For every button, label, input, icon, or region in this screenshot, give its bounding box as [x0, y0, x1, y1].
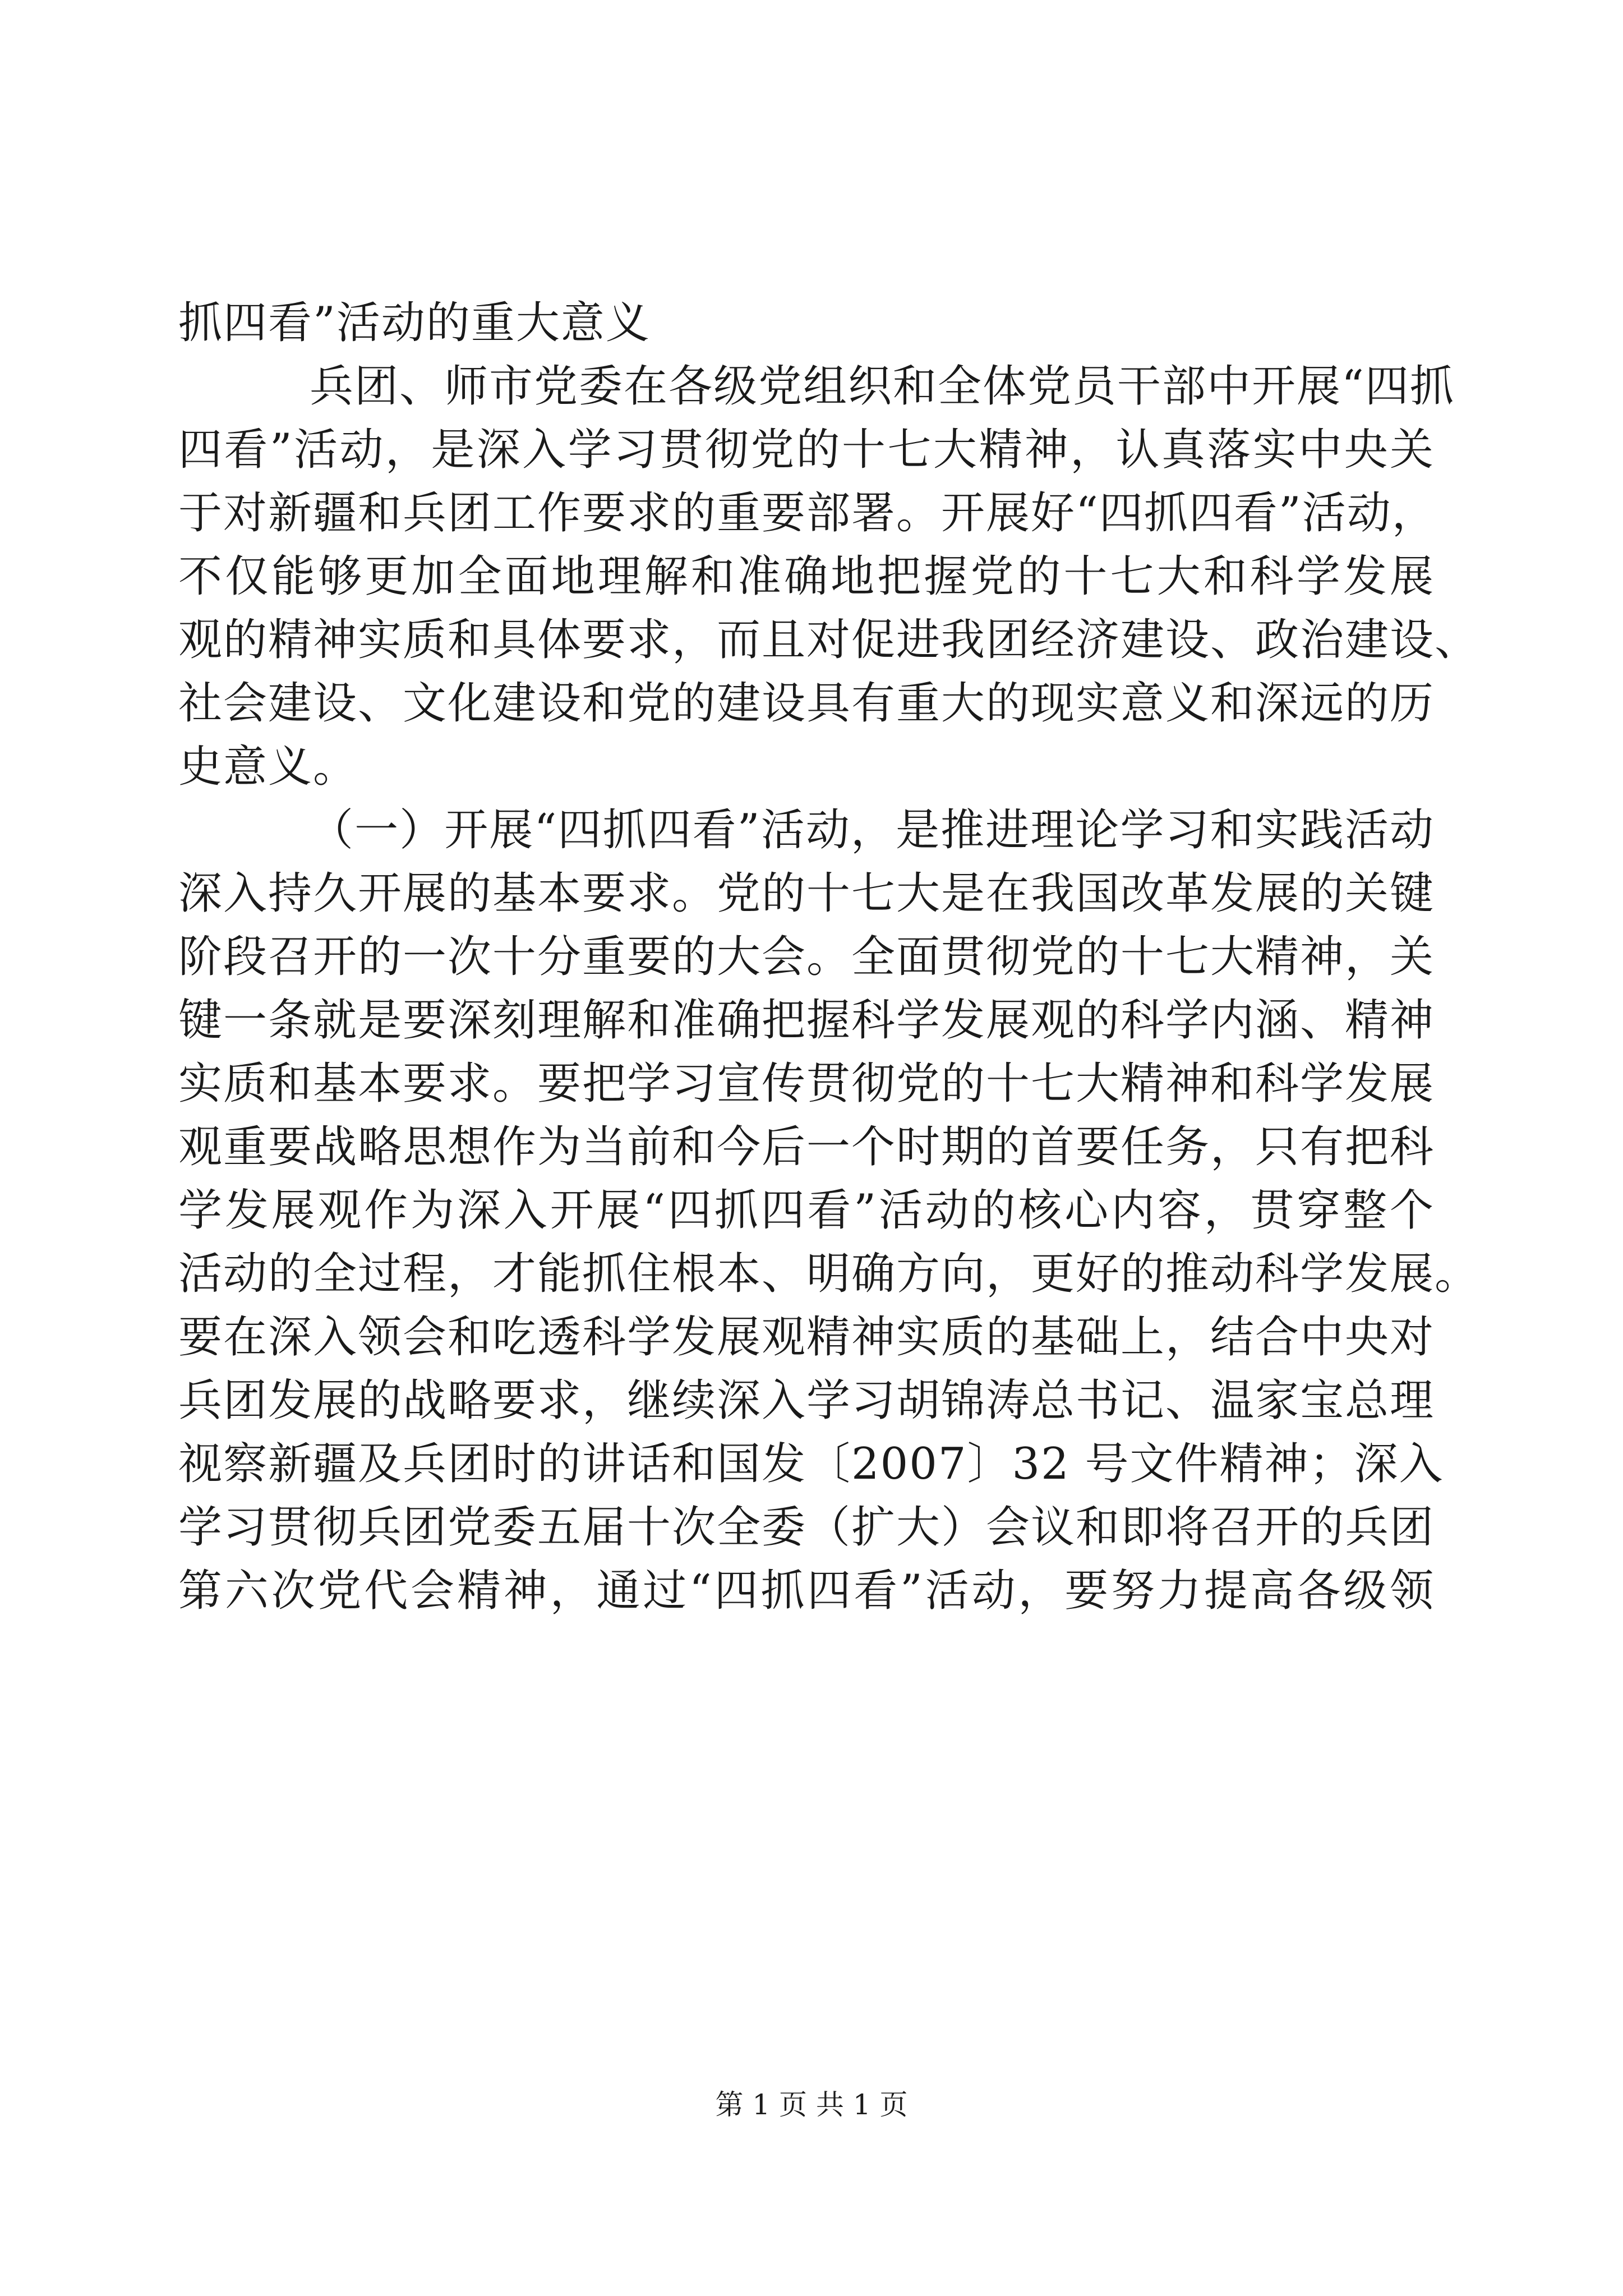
paragraph-line: 观的精神实质和具体要求，而且对促进我团经济建设、政治建设、 [178, 615, 1480, 665]
paragraph-line: 视察新疆及兵团时的讲话和国发〔2007〕32 号文件精神；深入 [178, 1439, 1444, 1489]
document-body [178, 292, 1480, 1623]
paragraph-line: 社会建设、文化建设和党的建设具有重大的现实意义和深远的历 [178, 678, 1435, 729]
paragraph-line: 不仅能够更加全面地理解和准确地把握党的十七大和科学发展 [178, 551, 1435, 602]
paragraph-line: 键一条就是要深刻理解和准确把握科学发展观的科学内涵、精神 [178, 995, 1435, 1046]
paragraph-line: 活动的全过程，才能抓住根本、明确方向，更好的推动科学发展。 [178, 1249, 1480, 1299]
paragraph-line: 要在深入领会和吃透科学发展观精神实质的基础上，结合中央对 [178, 1312, 1435, 1363]
paragraph-line: 兵团发展的战略要求，继续深入学习胡锦涛总书记、温家宝总理 [178, 1375, 1435, 1426]
paragraph-line: 深入持久开展的基本要求。党的十七大是在我国改革发展的关键 [178, 868, 1435, 919]
paragraph-2 [178, 799, 1480, 1623]
paragraph-line: 兵团、师市党委在各级党组织和全体党员干部中开展“四抓 [310, 361, 1455, 412]
heading-line: 抓四看”活动的重大意义 [178, 298, 651, 348]
paragraph-line: 观重要战略思想作为当前和今后一个时期的首要任务，只有把科 [178, 1122, 1435, 1172]
paragraph-line: 四看”活动，是深入学习贯彻党的十七大精神，认真落实中央关 [178, 425, 1435, 475]
paragraph-line: 阶段召开的一次十分重要的大会。全面贯彻党的十七大精神，关 [178, 932, 1435, 982]
paragraph-line: 于对新疆和兵团工作要求的重要部署。开展好“四抓四看”活动， [178, 488, 1437, 539]
paragraph-line: 实质和基本要求。要把学习宣传贯彻党的十七大精神和科学发展 [178, 1059, 1435, 1109]
paragraph-1 [178, 355, 1480, 799]
paragraph-line: （一）开展“四抓四看”活动，是推进理论学习和实践活动 [310, 805, 1435, 855]
paragraph-line: 第六次党代会精神，通过“四抓四看”活动，要努力提高各级领 [178, 1566, 1435, 1616]
page-number-footer: 第 1 页 共 1 页 [715, 2088, 908, 2121]
section-heading [178, 292, 1435, 355]
paragraph-line: 学习贯彻兵团党委五届十次全委（扩大）会议和即将召开的兵团 [178, 1502, 1435, 1553]
paragraph-line: 史意义。 [178, 742, 358, 792]
paragraph-line: 学发展观作为深入开展“四抓四看”活动的核心内容，贯穿整个 [178, 1185, 1435, 1236]
